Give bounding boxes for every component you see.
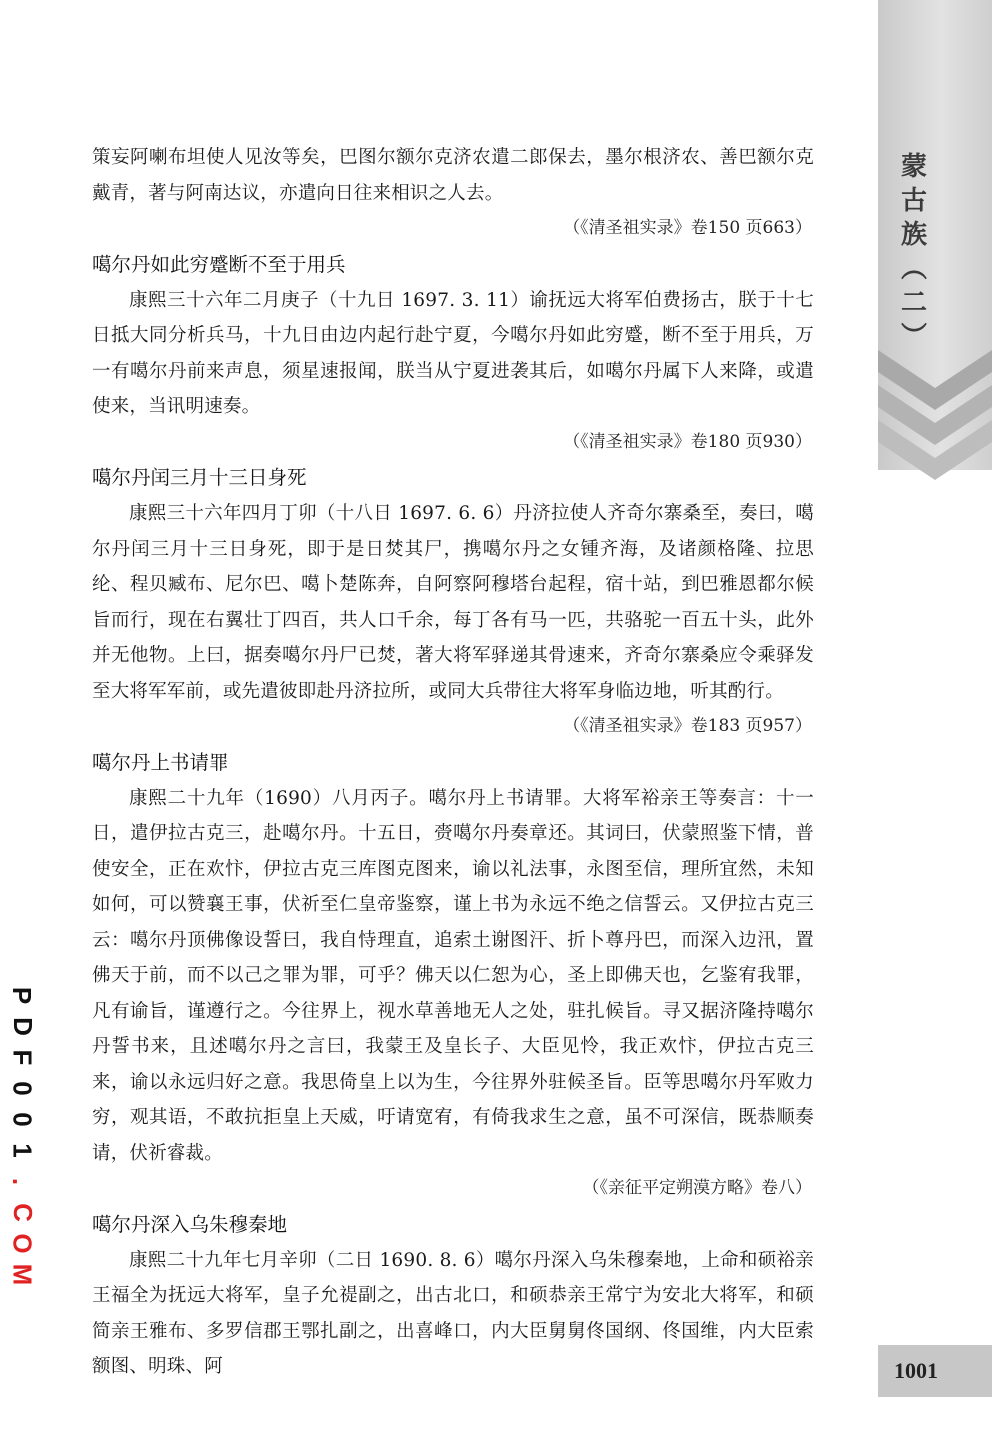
watermark-char: 0 — [7, 1112, 38, 1127]
section-paragraph: 康熙三十六年二月庚子（十九日 1697. 3. 11）谕抚远大将军伯费扬古，朕于十七日抵大同分析兵马，十九日由边内起行赴宁夏，今噶尔丹如此穷蹙，断不至于用兵，万一有噶尔丹前来声息，须星速报闻，朕当从宁夏进袭其后，如噶尔丹属下人来降，或遣使来，当讯明速奏。 — [92, 289, 814, 417]
section-paragraph: 康熙三十六年四月丁卯（十八日 1697. 6. 6）丹济拉使人齐奇尔寨桑至，奏曰，噶尔丹闰三月十三日身死，即于是日焚其尸，携噶尔丹之女锺齐海，及诸颜格隆、拉思纶、程贝臧布、尼尔巴、噶卜楚陈奔，自阿察阿穆塔台起程，宿十站，到巴雅恩都尔候旨而行，现在右翼壮丁四百，共人口千余，每丁各有马一匹，共骆驼一百五十头，此外并无他物。上曰，据奏噶尔丹尸已焚，著大将军驿递其骨速来，齐奇尔寨桑应令乘驿发至大将军军前，或先遣彼即赴丹济拉所，或同大兵带往大将军身临边地，听其酌行。 — [92, 503, 814, 702]
section-heading: 噶尔丹闰三月十三日身死 — [92, 466, 307, 489]
intro-source: （《清圣祖实录》卷150 页663） — [563, 218, 812, 238]
chapter-title-char: 族 — [900, 220, 927, 250]
watermark-char: 1 — [7, 1143, 38, 1158]
watermark-char: . — [7, 1177, 38, 1186]
watermark-char: O — [7, 1233, 38, 1254]
section-paragraph: 康熙二十九年（1690）八月丙子。噶尔丹上书请罪。大将军裕亲王等奏言：十一日，遣伊拉古克三，赴噶尔丹。十五日，赍噶尔丹奏章还。其词曰，伏蒙照鉴下情，普使安全，正在欢忭，伊拉古克三库图克图来，谕以礼法事，永图至信，理所宜然，未知如何，可以赞襄王事，伏祈至仁皇帝鉴察，谨上书为永远不绝之信誓云。又伊拉古克三云：噶尔丹顶佛像设誓曰，我自恃理直，追索土谢图汗、折卜尊丹巴，而深入边汛，置佛天于前，而不以己之罪为罪，可乎？佛天以仁恕为心，圣上即佛天也，乞鉴宥我罪，凡有谕旨，谨遵行之。今往界上，视水草善地无人之处，驻扎候旨。寻又据济隆持噶尔丹誓书来，且述噶尔丹之言曰，我蒙王及皇长子、大臣见怜，我正欢忭，伊拉古克三来，谕以永远归好之意。我思倚皇上以为生，今往界外驻候圣旨。臣等思噶尔丹军败力穷，观其语，不敢抗拒皇上天威，吁请宽宥，有倚我求生之意，虽不可深信，既恭顺奏请，伏祈睿裁。 — [92, 787, 814, 1164]
intro-paragraph: 策妄阿喇布坦使人见汝等矣，巴图尔额尔克济农遣二郎保去，墨尔根济农、善巴额尔克戴青，著与阿南达议，亦遣向日往来相识之人去。 — [92, 147, 814, 204]
chapter-title-char: ︵ — [900, 254, 927, 284]
section-source: （《亲征平定朔漠方略》卷八） — [582, 1178, 812, 1198]
watermark — [2, 980, 42, 1286]
page-number: 1001 — [894, 1358, 938, 1383]
page-number-box — [878, 1345, 992, 1397]
section-source: （《清圣祖实录》卷183 页957） — [563, 716, 812, 736]
section-heading: 噶尔丹上书请罪 — [92, 750, 229, 774]
watermark-char: F — [7, 1049, 38, 1066]
chapter-title-char: 二 — [900, 288, 927, 318]
chevron-decoration-3 — [878, 420, 992, 480]
chapter-title-char: 古 — [900, 186, 927, 216]
watermark-char: M — [7, 1263, 38, 1286]
watermark-char: C — [7, 1203, 38, 1222]
watermark-char: P — [7, 986, 38, 1005]
watermark-char: D — [7, 1017, 38, 1036]
page-content — [92, 140, 814, 1385]
section-heading: 噶尔丹如此穷蹙断不至于用兵 — [92, 252, 346, 276]
section-heading: 噶尔丹深入乌朱穆秦地 — [92, 1212, 288, 1236]
chapter-title-char: ︶ — [900, 322, 927, 352]
section-paragraph: 康熙二十九年七月辛卯（二日 1690. 8. 6）噶尔丹深入乌朱穆秦地，上命和硕裕亲王福全为抚远大将军，皇子允禔副之，出古北口，和硕恭亲王常宁为安北大将军，和硕简亲王雅布、多罗信郡王鄂扎副之，出喜峰口，内大臣舅舅佟国纲、佟国维，内大臣索额图、明珠、阿 — [92, 1249, 814, 1377]
section-source: （《清圣祖实录》卷180 页930） — [563, 431, 812, 452]
chapter-title-char: 蒙 — [900, 152, 927, 182]
chapter-title-vertical — [888, 150, 940, 354]
watermark-char: 0 — [7, 1081, 38, 1096]
